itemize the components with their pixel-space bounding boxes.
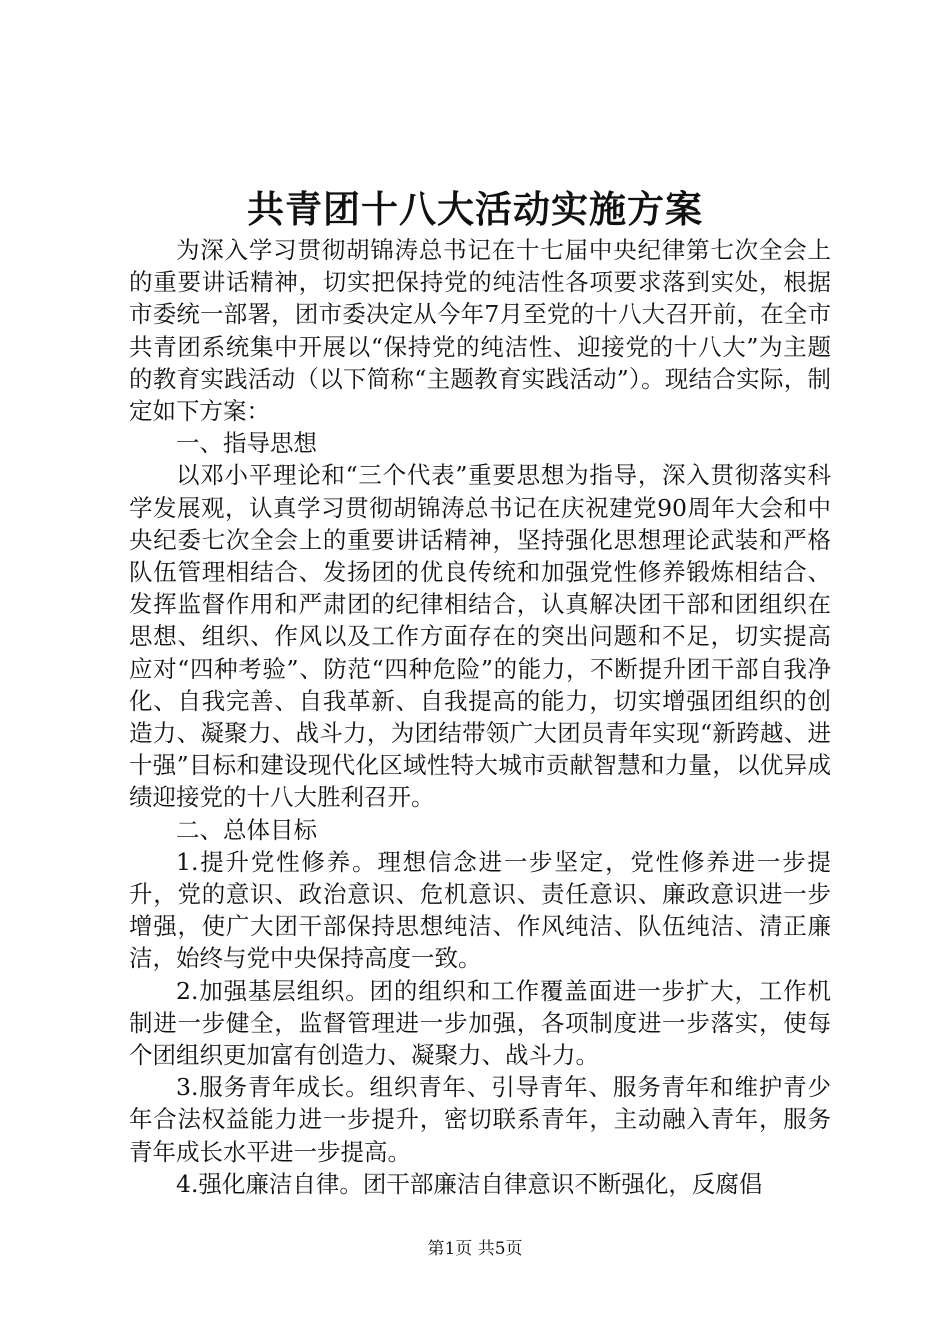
goal-item-2: 2.加强基层组织。团的组织和工作覆盖面进一步扩大，工作机制进一步健全，监督管理进一步加强，各项制度进一步落实，使每个团组织更加富有创造力、凝聚力、战斗力。 — [129, 976, 831, 1070]
page-footer: 第1页 共5页 — [427, 1239, 523, 1259]
guiding-thought-paragraph: 以邓小平理论和“三个代表”重要思想为指导，深入贯彻落实科学发展观，认真学习贯彻胡锦涛总书记在庆祝建党90周年大会和中央纪委七次全会上的重要讲话精神，坚持强化思想理论武装和严格队伍管理相结合、发扬团的优良传统和加强党性修养锻炼相结合、发挥监督作用和严肃团的纪律相结合，认真解决团干部和团组织在思想、组织、作风以及工作方面存在的突出问题和不足，切实提高应对“四种考验”、防范“四种危险”的能力，不断提升团干部自我净化、自我完善、自我革新、自我提高的能力，切实增强团组织的创造力、凝聚力、战斗力，为团结带领广大团员青年实现“新跨越、进十强”目标和建设现代化区域性特大城市贡献智慧和力量，以优异成绩迎接党的十八大胜利召开。 — [129, 461, 831, 812]
goal-item-4: 4.强化廉洁自律。团干部廉洁自律意识不断强化，反腐倡 — [176, 1169, 763, 1198]
section-heading-guiding-thought: 一、指导思想 — [176, 429, 317, 458]
intro-paragraph: 为深入学习贯彻胡锦涛总书记在十七届中央纪律第七次全会上的重要讲话精神，切实把保持党的纯洁性各项要求落到实处，根据市委统一部署，团市委决定从今年7月至党的十八大召开前，在全市共青团系统集中开展以“保持党的纯洁性、迎接党的十八大”为主题的教育实践活动（以下简称“主题教育实践活动”）。现结合实际，制定如下方案： — [129, 236, 831, 426]
goal-item-3: 3.服务青年成长。组织青年、引导青年、服务青年和维护青少年合法权益能力进一步提升，密切联系青年，主动融入青年，服务青年成长水平进一步提高。 — [129, 1073, 831, 1166]
section-heading-overall-goals: 二、总体目标 — [176, 815, 317, 844]
document-body — [129, 234, 831, 1200]
document-title: 共青团十八大活动实施方案 — [247, 187, 703, 231]
goal-item-1: 1.提升党性修养。理想信念进一步坚定，党性修养进一步提升，党的意识、政治意识、危机意识、责任意识、廉政意识进一步增强，使广大团干部保持思想纯洁、作风纯洁、队伍纯洁、清正廉洁，始终与党中央保持高度一致。 — [129, 847, 831, 973]
